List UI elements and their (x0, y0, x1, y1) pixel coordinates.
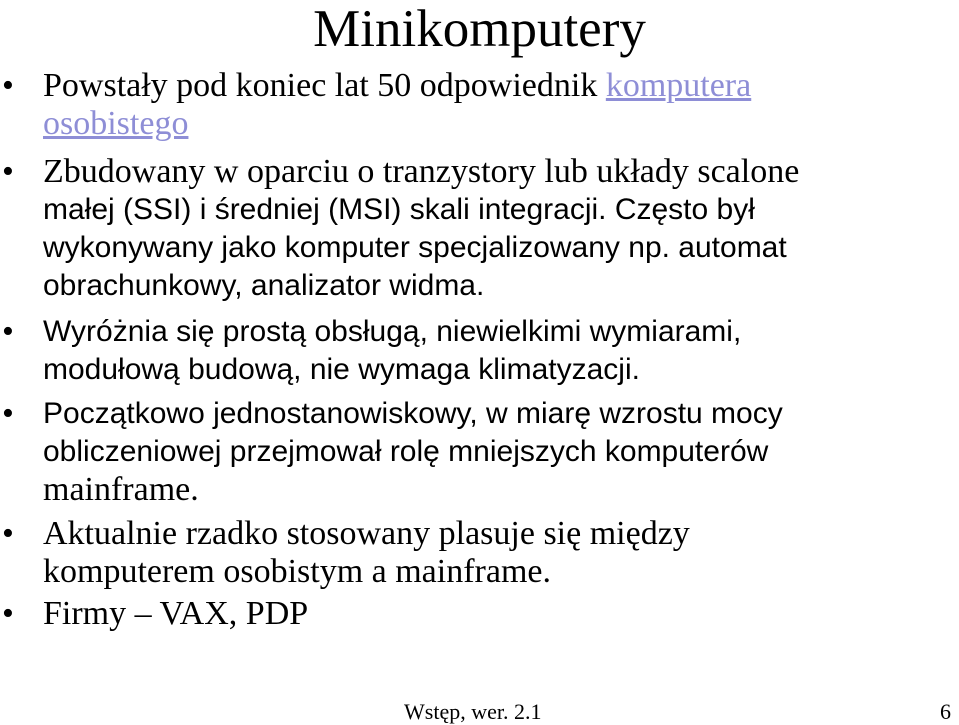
bullet-marker: • (2, 595, 14, 632)
bullet-marker: • (2, 153, 14, 190)
bullet-4-line-1: Początkowo jednostanowiskowy, w miarę wzrostu mocy (43, 397, 783, 430)
link-komputera[interactable]: komputera (605, 67, 752, 104)
bullet-2-line-2: małej (SSI) i średniej (MSI) skali integracji. Często był (43, 193, 755, 226)
page-number: 6 (940, 699, 951, 724)
bullet-1-line-2 (43, 105, 943, 143)
bullet-3-line-2: modułową budową, nie wymaga klimatyzacji. (43, 353, 640, 386)
bullet-marker: • (2, 395, 14, 432)
bullet-2-line-1: Zbudowany w oparciu o tranzystory lub układy scalone (43, 153, 800, 190)
bullet-6-line-1: Firmy – VAX, PDP (43, 595, 309, 632)
footer-version: Wstęp, wer. 2.1 (404, 699, 542, 724)
slide-title: Minikomputery (313, 0, 646, 58)
link-osobistego[interactable]: osobistego (43, 105, 189, 142)
bullet-4-line-2: obliczeniowej przejmował rolę mniejszych komputerów (43, 435, 769, 468)
bullet-5-line-1: Aktualnie rzadko stosowany plasuje się między (43, 515, 690, 552)
bullet-1-line-1 (43, 67, 943, 105)
bullet-3-line-1: Wyróżnia się prostą obsługą, niewielkimi wymiarami, (43, 315, 742, 348)
bullet-1-text: Powstały pod koniec lat 50 odpowiednik (43, 67, 606, 104)
bullet-5-line-2: komputerem osobistym a mainframe. (43, 553, 551, 590)
bullet-4-line-3: mainframe. (43, 471, 199, 508)
bullet-2-line-4: obrachunkowy, analizator widma. (43, 269, 485, 302)
bullet-marker: • (2, 313, 14, 350)
bullet-marker: • (2, 67, 14, 104)
bullet-2-line-3: wykonywany jako komputer specjalizowany np. automat (43, 231, 787, 264)
bullet-marker: • (2, 515, 14, 552)
